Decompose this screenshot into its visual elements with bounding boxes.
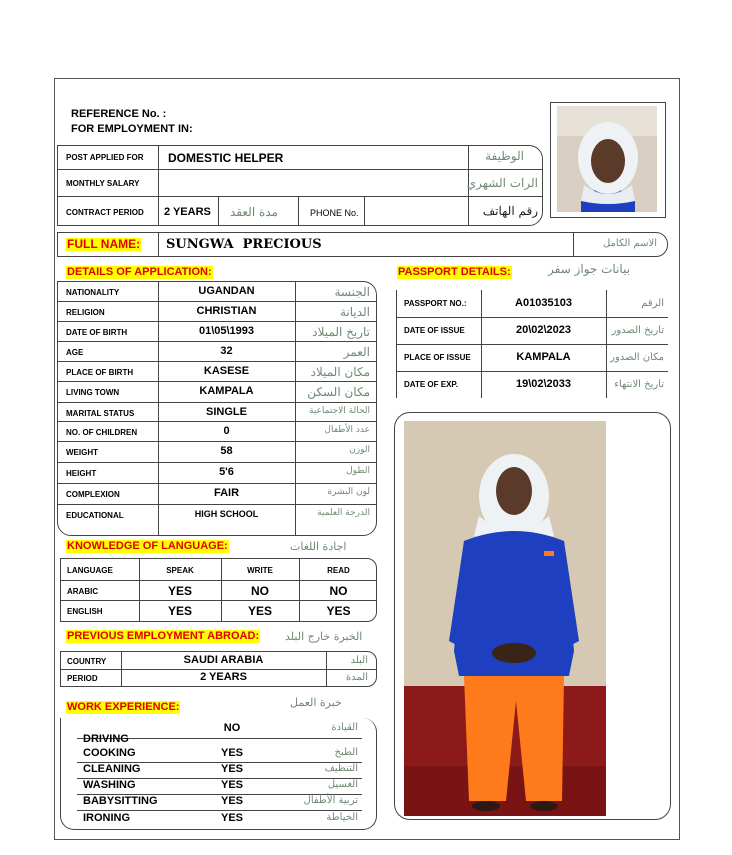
details-row-label: AGE <box>66 348 84 357</box>
work-row <box>77 811 362 827</box>
period-value: 2 YEARS <box>200 671 247 683</box>
details-row-value: 01\05\1993 <box>198 325 255 337</box>
work-row-label: IRONING <box>83 812 131 824</box>
work-row-value: YES <box>220 763 243 775</box>
passport-row-label: PASSPORT NO.: <box>404 299 467 308</box>
contract-arabic: مدة العقد <box>230 205 278 219</box>
work-row <box>77 746 362 763</box>
details-row-value: 5'6 <box>219 466 234 478</box>
details-row-label: EDUCATIONAL <box>66 511 124 520</box>
details-row <box>58 442 376 463</box>
details-row-value: 0 <box>223 425 230 437</box>
details-row-value: HIGH SCHOOL <box>194 509 259 519</box>
details-row <box>58 282 376 302</box>
details-row-label: NATIONALITY <box>66 288 120 297</box>
details-row <box>58 422 376 442</box>
passport-row <box>396 317 668 345</box>
post-value: DOMESTIC HELPER <box>168 151 284 165</box>
details-row-value: 32 <box>220 345 233 357</box>
country-label: COUNTRY <box>67 657 107 666</box>
passport-row <box>396 290 668 318</box>
phone-arabic: رقم الهاتف <box>482 204 538 218</box>
details-row-label: MARITAL STATUS <box>66 409 135 418</box>
details-row <box>58 302 376 322</box>
work-row-arabic: التنظيف <box>324 763 358 774</box>
passport-row-arabic: مكان الصدور <box>610 352 664 363</box>
passport-row-value: A01035103 <box>515 297 572 309</box>
passport-row-label: DATE OF EXP. <box>404 380 458 389</box>
passport-table <box>396 290 668 398</box>
details-row-arabic: تاريخ الميلاد <box>312 325 370 339</box>
details-row-arabic: مكان الميلاد <box>310 365 370 379</box>
passport-title-arabic: بيانات جواز سفر <box>548 262 631 276</box>
language-header-cell: READ <box>327 566 350 575</box>
details-title: DETAILS OF APPLICATION: <box>67 266 212 278</box>
work-title: WORK EXPERIENCE: <box>67 701 180 713</box>
language-title: KNOWLEDGE OF LANGUAGE: <box>67 540 228 552</box>
passport-row <box>396 371 668 398</box>
work-row-value: YES <box>220 747 243 759</box>
work-row-label: DRIVING <box>83 733 129 745</box>
details-row <box>58 484 376 505</box>
language-read-value: YES <box>326 604 351 618</box>
details-row-arabic: الدرجة العلمية <box>317 508 370 518</box>
work-row-value: YES <box>220 779 243 791</box>
details-row-value: SINGLE <box>206 406 247 418</box>
details-row-arabic: الطول <box>346 466 370 476</box>
details-row-value: KASESE <box>203 365 250 377</box>
language-table <box>60 558 377 622</box>
details-row <box>58 342 376 362</box>
details-row-arabic: مكان السكن <box>307 385 370 399</box>
work-row-arabic: الخياطة <box>326 812 358 823</box>
phone-label: PHONE No. <box>310 208 359 218</box>
details-table <box>57 281 377 536</box>
details-row-arabic: الحالة الاجتماعية <box>309 406 370 416</box>
work-row-value: YES <box>220 795 243 807</box>
country-value: SAUDI ARABIA <box>183 654 264 666</box>
work-table <box>60 718 377 830</box>
work-title-arabic: خبرة العمل <box>290 696 342 709</box>
country-arabic: البلد <box>350 655 368 666</box>
passport-row-arabic: تاريخ الانتهاء <box>614 379 664 390</box>
details-row-label: COMPLEXION <box>66 490 120 499</box>
details-row-arabic: الجنسة <box>334 285 370 299</box>
details-row-label: NO. OF CHILDREN <box>66 428 138 437</box>
details-row-label: LIVING TOWN <box>66 388 120 397</box>
language-speak-value: YES <box>167 584 192 598</box>
work-row-label: COOKING <box>83 747 136 759</box>
language-header-row <box>61 559 376 581</box>
language-speak-value: YES <box>167 604 192 618</box>
details-row-value: UGANDAN <box>198 285 255 297</box>
portrait-photo <box>551 103 665 217</box>
previous-title: PREVIOUS EMPLOYMENT ABROAD: <box>67 630 260 642</box>
details-row-label: WEIGHT <box>66 448 98 457</box>
passport-row-arabic: تاريخ الصدور <box>611 325 664 336</box>
work-row <box>77 762 362 779</box>
work-row-arabic: الغسيل <box>327 779 358 790</box>
passport-row-label: DATE OF ISSUE <box>404 326 465 335</box>
work-row <box>77 722 362 745</box>
details-row <box>58 505 376 536</box>
details-row <box>58 403 376 422</box>
passport-row-value: 19\02\2033 <box>515 378 572 390</box>
full-name-box <box>57 232 668 257</box>
work-row-value: NO <box>223 722 241 734</box>
language-name: ARABIC <box>67 587 99 596</box>
details-row <box>58 463 376 484</box>
full-name-label: FULL NAME: <box>67 237 141 251</box>
details-row-label: DATE OF BIRTH <box>66 328 128 337</box>
details-row-label: RELIGION <box>66 308 105 317</box>
full-name-arabic: الاسم الكامل <box>602 238 657 249</box>
employment-label: FOR EMPLOYMENT IN: <box>71 123 193 135</box>
full-body-photo <box>404 421 606 816</box>
period-label: PERIOD <box>67 674 98 683</box>
details-row-value: 58 <box>220 445 233 457</box>
language-row <box>61 601 376 621</box>
passport-row <box>396 344 668 372</box>
language-title-arabic: اجادة اللغات <box>290 540 347 553</box>
details-row <box>58 322 376 342</box>
details-row-arabic: العمر <box>343 345 370 359</box>
language-write-value: NO <box>251 584 269 598</box>
salary-arabic: الرات الشهري <box>466 176 538 190</box>
passport-row-arabic: الرقم <box>641 298 664 309</box>
passport-row-label: PLACE OF ISSUE <box>404 353 471 362</box>
previous-table <box>60 651 377 687</box>
details-row-arabic: عدد الأطفال <box>324 425 370 435</box>
passport-row-value: KAMPALA <box>516 351 571 363</box>
post-arabic: الوظيفة <box>485 149 524 163</box>
details-row-value: KAMPALA <box>199 385 254 397</box>
language-name: ENGLISH <box>67 607 103 616</box>
work-row-value: YES <box>220 812 243 824</box>
details-row <box>58 362 376 382</box>
details-row-label: HEIGHT <box>66 469 97 478</box>
job-box <box>57 145 543 226</box>
language-header-cell: SPEAK <box>166 566 194 575</box>
previous-title-arabic: الخبرة خارج البلد <box>285 630 363 643</box>
work-row <box>77 794 362 811</box>
details-row-value: CHRISTIAN <box>196 305 257 317</box>
reference-label: REFERENCE No. : <box>71 108 167 120</box>
work-row <box>77 778 362 795</box>
passport-row-value: 20\02\2023 <box>515 324 572 336</box>
language-row <box>61 581 376 601</box>
language-write-value: YES <box>247 604 272 618</box>
details-row-label: PLACE OF BIRTH <box>66 368 134 377</box>
work-row-arabic: الطبخ <box>334 747 358 758</box>
passport-title: PASSPORT DETAILS: <box>398 266 511 278</box>
post-label: POST APPLIED FOR <box>66 153 144 162</box>
details-row-value: FAIR <box>213 487 240 499</box>
work-row-label: BABYSITTING <box>83 795 158 807</box>
work-row-arabic: تربية الأطفال <box>303 795 358 806</box>
details-row <box>58 382 376 403</box>
full-name-value: SUNGWA PRECIOUS <box>166 237 322 252</box>
language-header-cell: LANGUAGE <box>67 566 113 575</box>
full-body-photo-frame <box>394 412 671 820</box>
salary-label: MONTHLY SALARY <box>66 179 140 188</box>
contract-value: 2 YEARS <box>164 206 211 218</box>
portrait-photo-frame <box>550 102 666 218</box>
period-arabic: المدة <box>345 672 368 683</box>
work-row-label: CLEANING <box>83 763 141 775</box>
work-row-label: WASHING <box>83 779 136 791</box>
details-row-arabic: الديانة <box>339 305 370 319</box>
language-read-value: NO <box>329 584 348 598</box>
details-row-arabic: الوزن <box>349 445 370 455</box>
work-row-arabic: القيادة <box>331 722 358 733</box>
contract-label: CONTRACT PERIOD <box>66 208 144 217</box>
details-row-arabic: لون البشرة <box>327 487 370 497</box>
language-header-cell: WRITE <box>247 566 273 575</box>
